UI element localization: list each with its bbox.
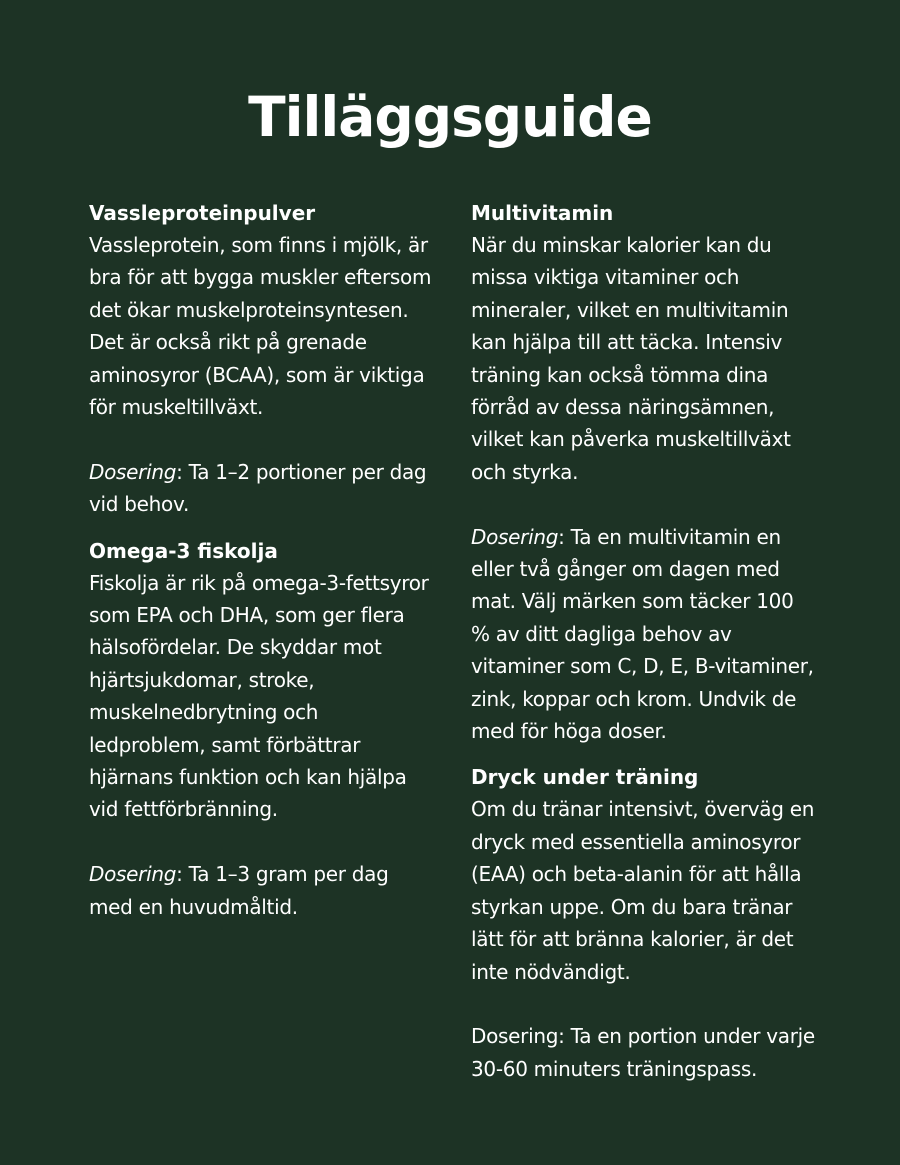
dosage-text (89, 456, 434, 521)
section-body: När du minskar kalorier kan du missa viktiga vitaminer och mineraler, vilket en multivitamin kan hjälpa till att täcka. Intensiv träning kan också tömma dina förråd av dessa näringsämnen, vilket kan påverka muskeltillväxt och styrka. (471, 233, 791, 484)
dosage-label: Dosering (89, 459, 177, 484)
section-body: Om du tränar intensivt, överväg en dryck med essentiella aminosyror (EAA) och beta-alanin för att hålla styrkan uppe. Om du bara tränar lätt för att bränna kalorier, är det inte nödvändigt. (471, 797, 815, 984)
dosage-label: Dosering (89, 862, 177, 887)
section-heading: Omega-3 fiskolja (89, 538, 278, 563)
dosage-value: : Ta 1–2 portioner per dag vid behov. (89, 459, 427, 517)
dosage-text: Dosering: Ta en portion under varje 30-60 minuters träningspass. (471, 1024, 815, 1081)
page-title: Tilläggsguide (248, 85, 652, 149)
dosage-value: : Ta en multivitamin en eller två gånger om dagen med mat. Välj märken som täcker 100 % av ditt dagliga behov av vitaminer som C, D, E, B-vitaminer, zink, koppar och krom. Undvik de med för höga doser. (471, 524, 814, 744)
section-heading: Vassleproteinpulver (89, 201, 316, 225)
left-column (89, 197, 434, 923)
section-whey-protein (89, 197, 434, 521)
section-workout-drink (471, 761, 816, 1085)
dosage-value: : Ta 1–3 gram per dag med en huvudmåltid. (89, 862, 389, 919)
section-body: Fiskolja är rik på omega-3-fettsyror som EPA och DHA, som ger flera hälsofördelar. De skyddar mot hjärtsjukdomar, stroke, muskelnedbrytning och ledproblem, samt förbättrar hjärnans funktion och kan hjälpa vid fettförbränning. (89, 570, 429, 822)
dosage-text (89, 858, 434, 923)
dosage-text (471, 521, 816, 748)
section-heading: Multivitamin (471, 201, 614, 225)
section-fish-oil (89, 535, 434, 923)
section-multivitamin (471, 197, 816, 747)
section-body: Vassleprotein, som finns i mjölk, är bra för att bygga muskler eftersom det ökar muskelproteinsyntesen. Det är också rikt på grenade aminosyror (BCAA), som är viktiga för muskeltillväxt. (89, 233, 432, 420)
section-heading: Dryck under träning (471, 765, 699, 790)
right-column (471, 197, 816, 1085)
dosage-label: Dosering (471, 524, 559, 549)
